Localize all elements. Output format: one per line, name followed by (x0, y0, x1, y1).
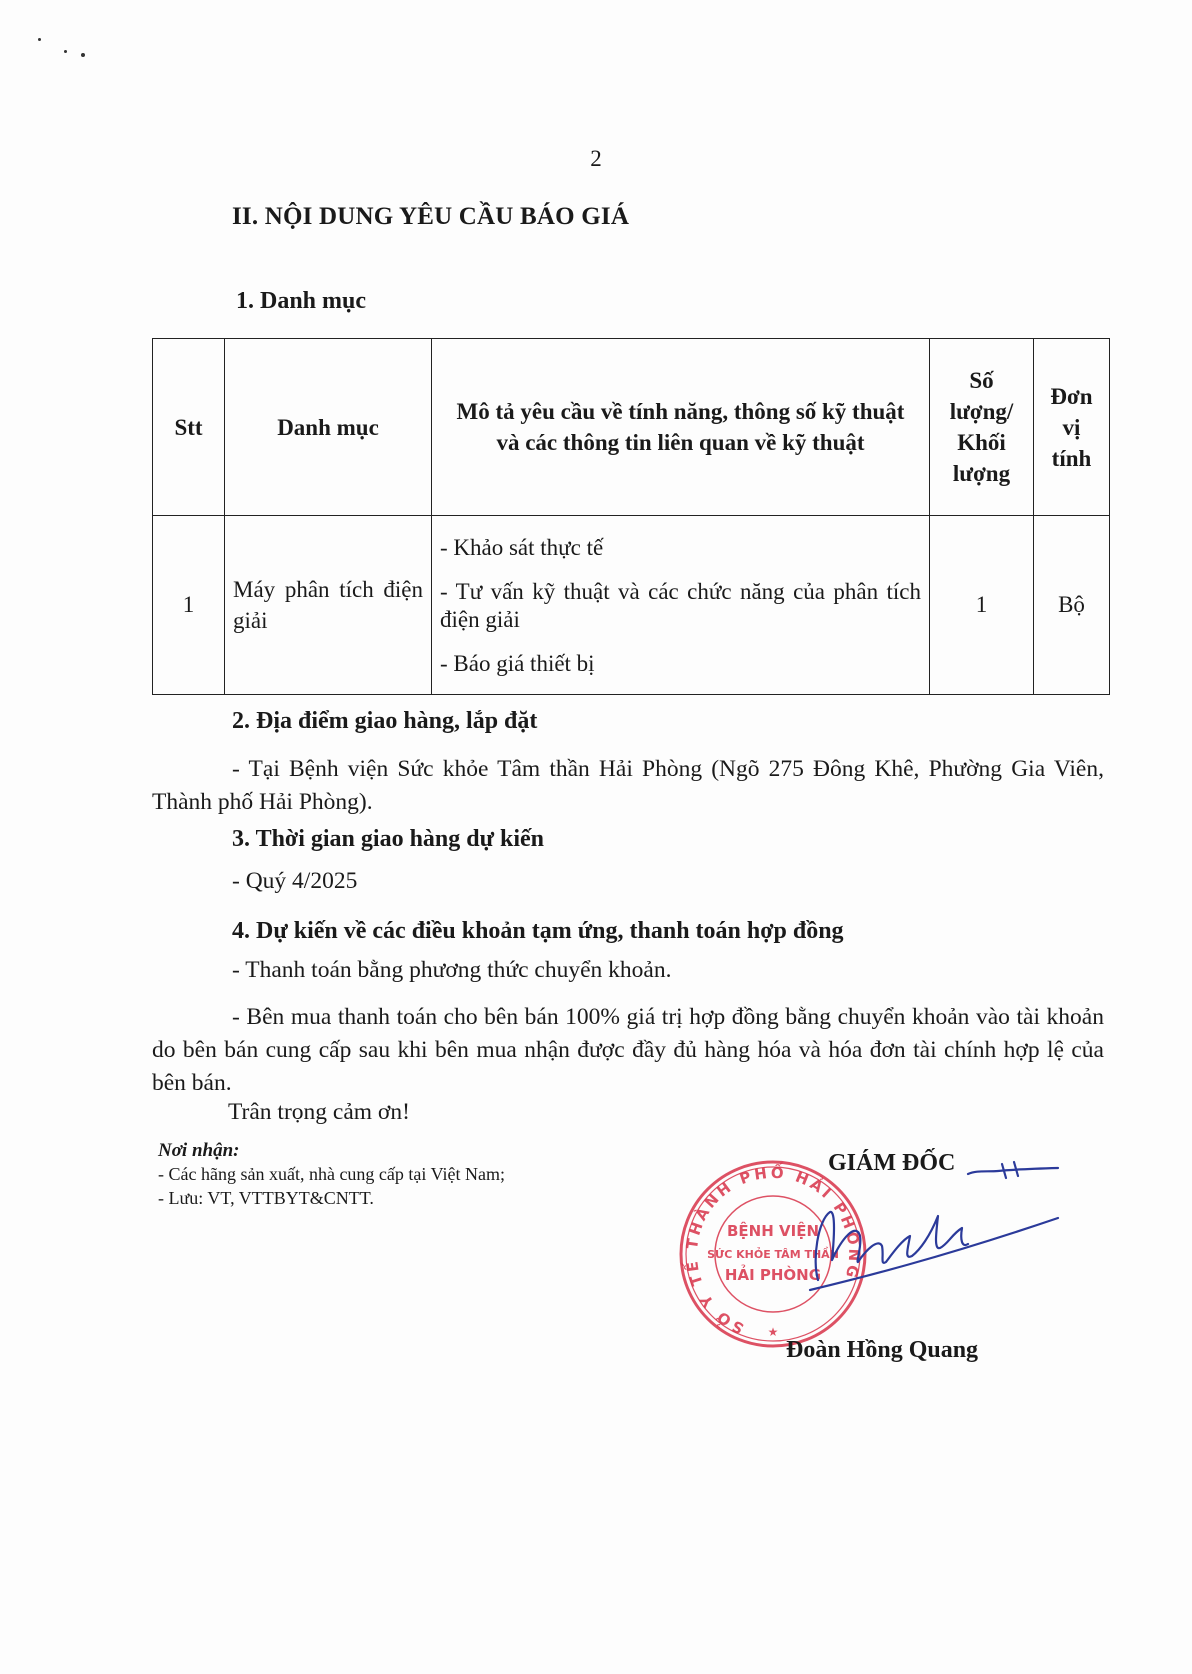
timeline-text: - Quý 4/2025 (232, 868, 358, 894)
handwritten-signature (740, 1150, 1070, 1320)
header-quantity: Số lượng/ Khối lượng (930, 339, 1034, 516)
svg-text:BỆNH VIỆN: BỆNH VIỆN (727, 1222, 819, 1240)
header-description: Mô tả yêu cầu về tính năng, thông số kỹ thuật và các thông tin liên quan về kỹ thuật (432, 339, 930, 516)
page-number: 2 (590, 146, 602, 171)
signature-title: GIÁM ĐỐC (828, 1150, 956, 1176)
cell-stt: 1 (153, 516, 225, 695)
recipients-title: Nơi nhận: (158, 1140, 240, 1161)
header-unit: Đơn vị tính (1034, 339, 1110, 516)
table-row (153, 516, 1110, 695)
description-line: - Báo giá thiết bị (440, 651, 595, 676)
cell-quantity: 1 (930, 516, 1034, 695)
table-header-row (153, 339, 1110, 516)
delivery-text: - Tại Bệnh viện Sức khỏe Tâm thần Hải Phòng (Ngõ 275 Đông Khê, Phường Gia Viên, Thành phố Hải Phòng). (152, 756, 1104, 815)
requirements-table (152, 338, 1110, 695)
recipients-block (158, 1140, 505, 1210)
payment-line-2: - Bên mua thanh toán cho bên bán 100% giá trị hợp đồng bằng chuyển khoản vào tài khoản do bên bán cung cấp sau khi bên mua nhận được đầy đủ hàng hóa và hóa đơn tài chính hợp lệ của bên bán. (152, 1004, 1104, 1096)
cell-name: Máy phân tích điện giải (225, 516, 432, 695)
signer-name: Đoàn Hồng Quang (786, 1337, 979, 1363)
description-line: - Khảo sát thực tế (440, 535, 604, 560)
header-name: Danh mục (225, 339, 432, 516)
cell-unit: Bộ (1034, 516, 1110, 695)
description-line: - Tư vấn kỹ thuật và các chức năng của phân tích điện giải (440, 579, 921, 632)
header-stt: Stt (153, 339, 225, 516)
svg-text:SỞ Y TẾ THÀNH PHỐ HẢI PHÒNG: SỞ Y TẾ THÀNH PHỐ HẢI PHÒNG (682, 1163, 864, 1338)
payment-line-1: - Thanh toán bằng phương thức chuyển khoản. (232, 957, 672, 983)
closing-text: Trân trọng cảm ơn! (228, 1099, 410, 1125)
svg-text:SỨC KHỎE TÂM THẦN: SỨC KHỎE TÂM THẦN (707, 1248, 839, 1261)
recipient-item: - Các hãng sản xuất, nhà cung cấp tại Việt Nam; (158, 1164, 505, 1184)
payment-title: 4. Dự kiến về các điều khoản tạm ứng, thanh toán hợp đồng (232, 918, 844, 944)
recipient-item: - Lưu: VT, VTTBYT&CNTT. (158, 1188, 374, 1208)
timeline-title: 3. Thời gian giao hàng dự kiến (232, 826, 545, 852)
delivery-title: 2. Địa điểm giao hàng, lắp đặt (232, 708, 538, 734)
svg-text:★: ★ (767, 1325, 779, 1339)
cell-description (432, 516, 930, 695)
section-title: II. NỘI DUNG YÊU CẦU BÁO GIÁ (232, 203, 630, 230)
svg-text:HẢI PHÒNG: HẢI PHÒNG (724, 1266, 822, 1284)
list-title: 1. Danh mục (236, 288, 367, 314)
